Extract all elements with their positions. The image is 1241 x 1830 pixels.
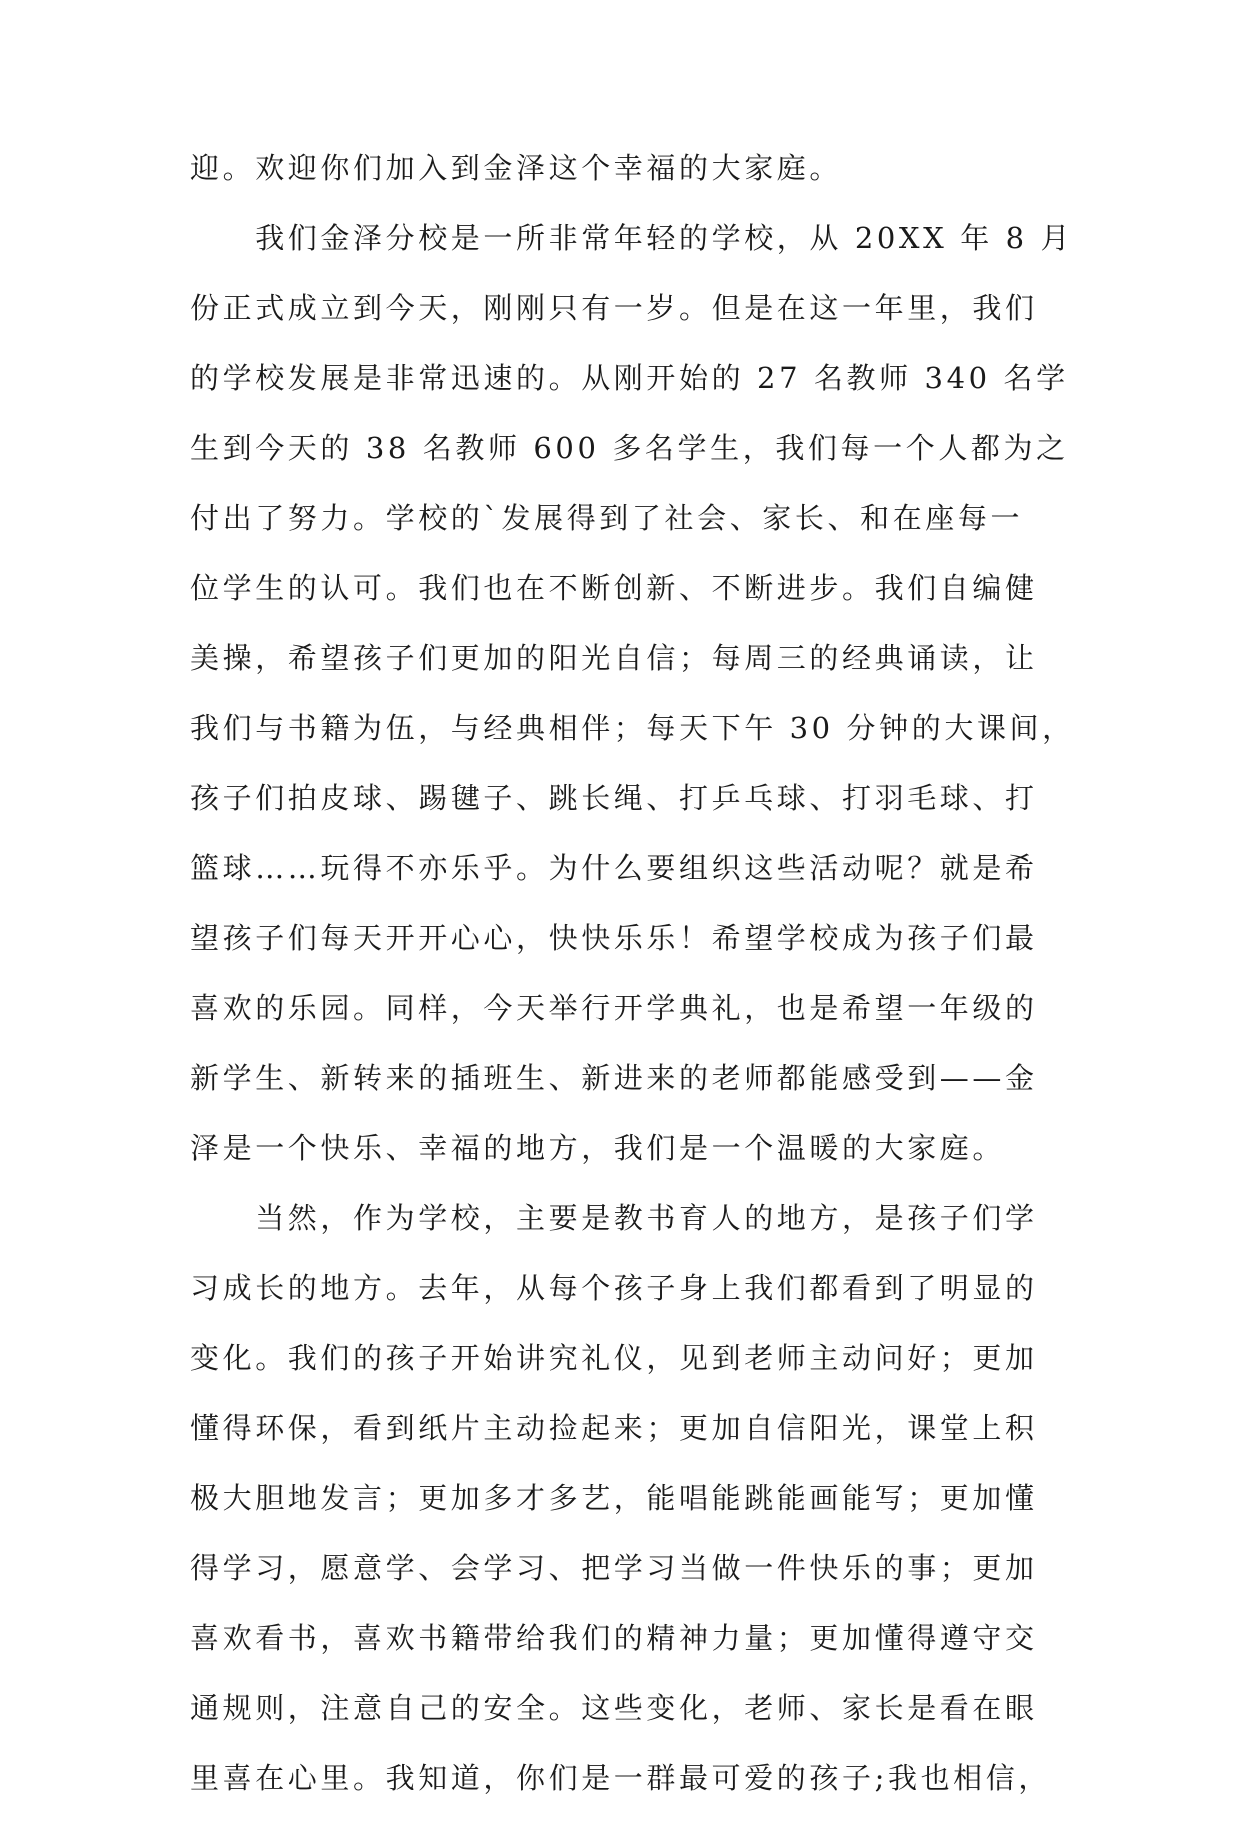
text-line: 新学生、新转来的插班生、新进来的老师都能感受到——金	[190, 1061, 1038, 1095]
text-line: 付出了努力。学校的`发展得到了社会、家长、和在座每一	[190, 501, 1024, 535]
text-line: 喜欢的乐园。同样，今天举行开学典礼，也是希望一年级的	[190, 991, 1038, 1025]
text-line: 生到今天的 38 名教师 600 多名学生，我们每一个人都为之	[190, 431, 1069, 465]
text-line: 份正式成立到今天，刚刚只有一岁。但是在这一年里，我们	[190, 291, 1038, 325]
text-line: 泽是一个快乐、幸福的地方，我们是一个温暖的大家庭。	[190, 1131, 1006, 1165]
text-line: 迎。欢迎你们加入到金泽这个幸福的大家庭。	[190, 151, 843, 185]
text-line: 当然，作为学校，主要是教书育人的地方，是孩子们学	[190, 1201, 1038, 1235]
text-line: 我们金泽分校是一所非常年轻的学校，从 20XX 年 8 月	[190, 221, 1074, 255]
text-line: 变化。我们的孩子开始讲究礼仪，见到老师主动问好；更加	[190, 1341, 1038, 1375]
text-line: 美操，希望孩子们更加的阳光自信；每周三的经典诵读，让	[190, 641, 1038, 675]
document-body	[190, 150, 1090, 1830]
text-line: 位学生的认可。我们也在不断创新、不断进步。我们自编健	[190, 571, 1038, 605]
text-line: 的学校发展是非常迅速的。从刚开始的 27 名教师 340 名学	[190, 361, 1069, 395]
text-line: 我们与书籍为伍，与经典相伴；每天下午 30 分钟的大课间，	[190, 711, 1075, 745]
text-line: 孩子们拍皮球、踢毽子、跳长绳、打乒乓球、打羽毛球、打	[190, 781, 1038, 815]
text-line: 得学习，愿意学、会学习、把学习当做一件快乐的事；更加	[190, 1551, 1038, 1585]
text-line: 极大胆地发言；更加多才多艺，能唱能跳能画能写；更加懂	[190, 1481, 1038, 1515]
text-line: 通规则，注意自己的安全。这些变化，老师、家长是看在眼	[190, 1691, 1038, 1725]
text-line: 望孩子们每天开开心心，快快乐乐！希望学校成为孩子们最	[190, 921, 1038, 955]
text-line: 篮球……玩得不亦乐乎。为什么要组织这些活动呢？就是希	[190, 851, 1038, 885]
text-line: 里喜在心里。我知道，你们是一群最可爱的孩子;我也相信，	[190, 1761, 1051, 1795]
text-line: 习成长的地方。去年，从每个孩子身上我们都看到了明显的	[190, 1271, 1038, 1305]
text-line: 喜欢看书，喜欢书籍带给我们的精神力量；更加懂得遵守交	[190, 1621, 1038, 1655]
text-line: 懂得环保，看到纸片主动捡起来；更加自信阳光，课堂上积	[190, 1411, 1038, 1445]
